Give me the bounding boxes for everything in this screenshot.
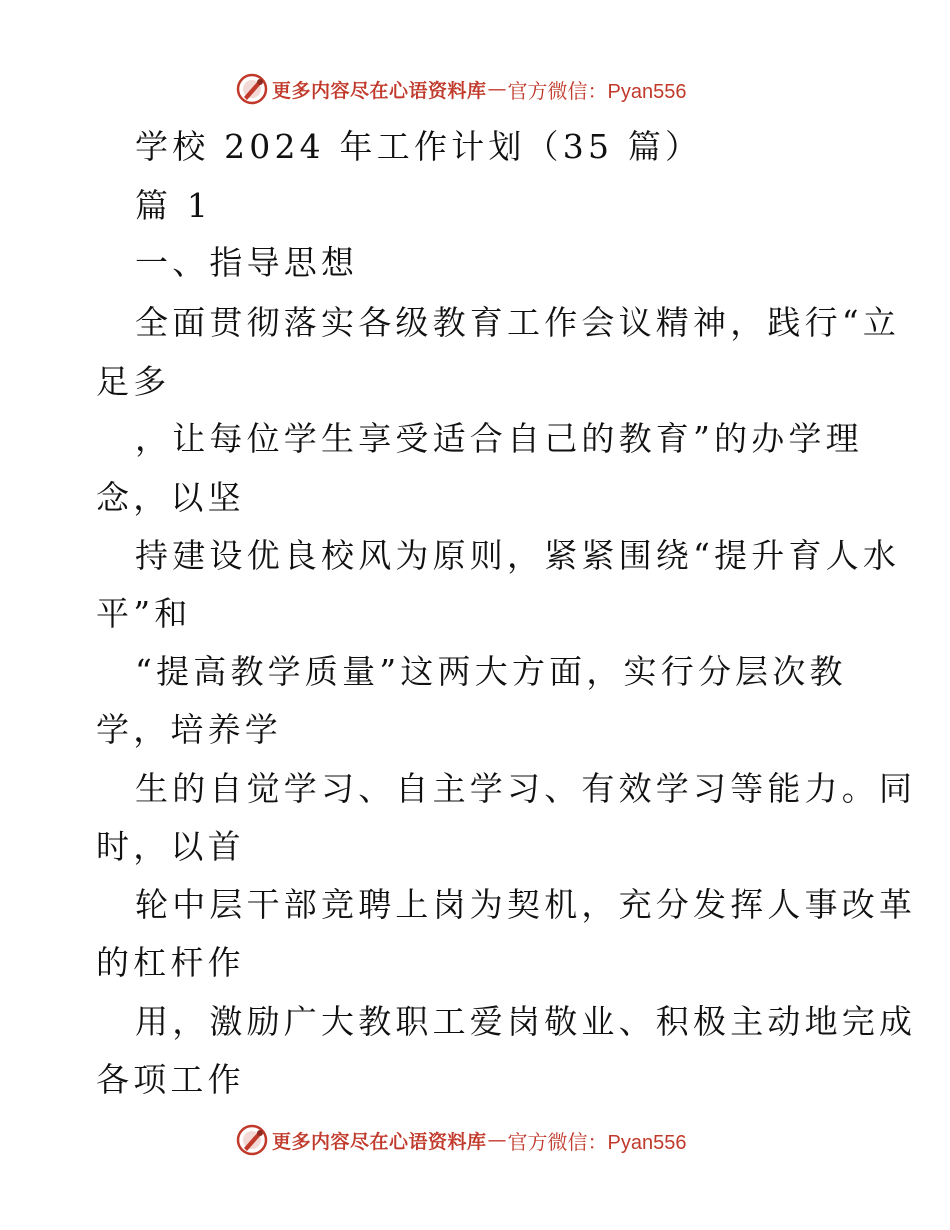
body-line: 持建设优良校风为原则，紧紧围绕“提升育人水 [135,536,901,575]
body-line: ，让每位学生享受适合自己的教育”的办学理 [135,419,863,458]
body-line: 用，激励广大教职工爱岗敬业、积极主动地完成 [135,1002,917,1041]
watermark-text: 更多内容尽在心语资料库 [272,79,487,102]
body-line: 足多 [96,362,171,401]
body-line: 学，培养学 [96,710,282,749]
logo-icon [236,73,268,105]
section-heading: 一、指导思想 [135,243,359,282]
body-line: 生的自觉学习、自主学习、有效学习等能力。同 [135,769,917,808]
body-line: 轮中层干部竞聘上岗为契机，充分发挥人事改革 [135,885,917,924]
watermark-text: 更多内容尽在心语资料库 [272,1130,487,1153]
body-line: 时，以首 [96,827,245,866]
footer-watermark [236,1123,686,1157]
body-line: 全面贯彻落实各级教育工作会议精神，践行“立 [135,303,901,342]
header-watermark [236,72,686,106]
document-title: 学校 2024 年工作计划（35 篇） [135,127,703,166]
section-label: 篇 1 [135,186,213,225]
watermark-account: 官方微信：Pyan556 [507,80,687,103]
watermark-account: 官方微信：Pyan556 [507,1131,687,1154]
body-line: 各项工作 [96,1060,245,1099]
body-line: 平”和 [96,594,192,633]
watermark-dash: — [487,1129,507,1151]
watermark-dash: — [487,78,507,100]
body-line: 念，以坚 [96,478,245,517]
body-line: 的杠杆作 [96,943,245,982]
logo-icon [236,1124,268,1156]
body-line: “提高教学质量”这两大方面，实行分层次教 [135,652,847,691]
